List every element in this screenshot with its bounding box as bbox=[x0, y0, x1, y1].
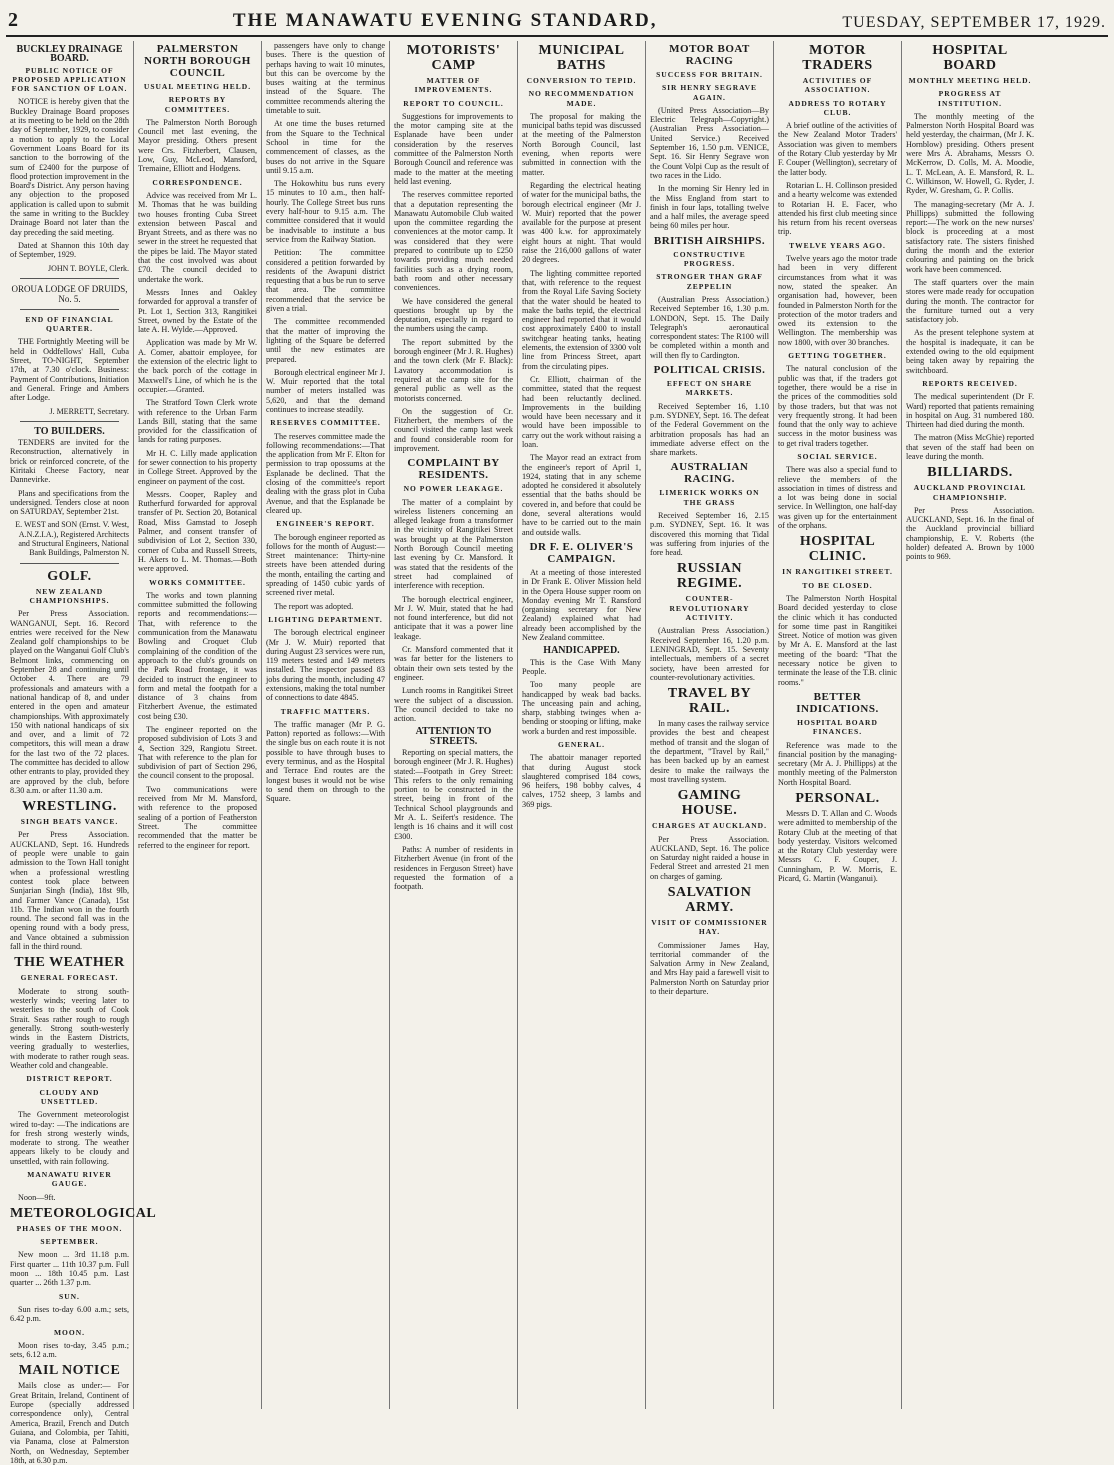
article-paragraph: Rotarian L. H. Collinson presided and a hearty welcome was extended to Rotarian H. E. Facer, who attended his first club meeting since his return from his recent overseas trip. bbox=[778, 180, 897, 237]
subheading: SINGH BEATS VANCE. bbox=[20, 817, 119, 827]
divider bbox=[20, 309, 119, 310]
subheading: TWELVE YEARS AGO. bbox=[789, 240, 886, 250]
article-paragraph: The borough electrical engineer (Mr J. W. Muir) reported that during August 23 services were run, 119 meters tested and 149 meters installed. The inspector passed 83 jobs during the month, including 47 extensions, making the total number of connections to date 4845. bbox=[266, 628, 385, 703]
article-paragraph: Lunch rooms in Rangitikei Street were the subject of a discussion. The council decided to take no action. bbox=[394, 686, 513, 724]
subheading: ACTIVITIES OF ASSOCIATION. bbox=[802, 76, 873, 95]
article-paragraph: Borough electrical engineer Mr J. W. Muir reported that the total number of meters installed was 5,620, and that the demand continues to increase steadily. bbox=[266, 367, 385, 414]
article-paragraph: Per Press Association. WANGANUI, Sept. 16. Record entries were received for the New Zealand golf championships to be played on the Wanganui Golf Club's Belmont links, commencing on September 28 and continuing until October 4. There are 79 professionals and amateurs with a national handicap of 8, and under entered in the open and amateur championships. With approximately 150 with national handicaps of six and over, and a limit of 72 competitors, this will mean a draw for the last two of the 72 places. The committee has decided to allow other entrants to play, provided they are approved by the club, before 8.30 a.m. or after 11.30 a.m. bbox=[10, 609, 129, 795]
article-paragraph: At one time the buses returned from the Square to the Technical School in time for the commencement of classes, as the buses do not arrive in the Square until 9.15 a.m. bbox=[266, 119, 385, 175]
divider bbox=[20, 278, 119, 279]
article-paragraph: Cr. Elliott, chairman of the committee, stated that the request had been reluctantly declined. Improvements in the building would have been necessary and it would have been impossible to carry out the work without raising a loan. bbox=[522, 374, 641, 449]
subheading: REPORTS BY COMMITTEES. bbox=[164, 95, 231, 114]
article-paragraph: Mails close as under:— For Great Britain, Ireland, Continent of Europe (specially addressed correspondence only), Central America, Brazil, French and Dutch Guiana, and Colombia, per Tahiti, via Panama, close at Palmerston North, on Wednesday, September 18th, at 6.30 p.m. bbox=[10, 1381, 129, 1465]
subheading: VISIT OF COMMISSIONER HAY. bbox=[651, 918, 768, 937]
subheading: SOCIAL SERVICE. bbox=[797, 451, 878, 461]
subheading: USUAL MEETING HELD. bbox=[143, 82, 252, 91]
subheading: REPORT TO COUNCIL. bbox=[403, 98, 504, 108]
article-paragraph: The managing-secretary (Mr A. J. Phillipps) submitted the following report:—The work on the new nurses' block is proceeding at a most satisfactory rate. The sisters finished during the month and the exterior colouring and painting on the brick work have been commenced. bbox=[906, 199, 1034, 274]
subheading: STRONGER THAN GRAF ZEPPELIN bbox=[656, 272, 763, 291]
article-paragraph: (United Press Association—By Electric Telegraph—Copyright.) (Australian Press Association—United Service.) Received September 16, 1.50 p.m. VENICE, Sept. 16. Sir Henry Segrave won the Count Volpi Cup as the result of two races in the Lido. bbox=[650, 105, 769, 180]
article-paragraph: Suggestions for improvements to the motor camping site at the Esplanade have been under consideration by the reserves committee of the Palmerston North Borough Council and reference was made to the matter at the meeting held last evening. bbox=[394, 111, 513, 186]
article-paragraph: The report was adopted. bbox=[274, 601, 354, 611]
column-banner: MOTOR TRADERS bbox=[802, 43, 873, 73]
newspaper-title: THE MANAWATU EVENING STANDARD, bbox=[232, 10, 658, 31]
subheading: MONTHLY MEETING HELD. bbox=[908, 76, 1032, 85]
column-banner: MUNICIPAL BATHS bbox=[538, 43, 625, 73]
article-paragraph: The Hokowhitu bus runs every 15 minutes to 10 a.m., then half-hourly. The College Street bus runs every half-hour to 9.15 a.m. The committee considered that it would be inadvisable to institute a bus service from the Railway Station. bbox=[266, 179, 385, 244]
article-paragraph: Twelve years ago the motor trade had been in very different circumstances from what it was now, stated the speaker. An organisation had, however, been founded in Palmerston North for the protection of the motor traders and owed its extension to the Wellington. The membership was now 1800, with over 30 branches. bbox=[778, 254, 897, 347]
article-paragraph: Received September 16, 2.15 p.m. SYDNEY, Sept. 16. It was discovered this morning that Tidal was suffering from injuries of the fore head. bbox=[650, 510, 769, 558]
article-paragraph: The engineer reported on the proposed subdivision of Lots 3 and 4, Section 329, Rangiotu Street. That with reference to the plan for subdivision of part of Section 296, the council consent to the proposal. bbox=[138, 725, 257, 781]
article-paragraph: passengers have only to change buses. There is the question of perhaps having to wait 10 minutes, but this can be overcome by the buses waiting at the terminus instead of the Square. The committee recommends altering the timetable to suit. bbox=[266, 41, 385, 116]
column-2 bbox=[134, 41, 262, 1409]
column-7 bbox=[774, 41, 902, 1409]
subheading: TO BE CLOSED. bbox=[802, 580, 873, 590]
article-paragraph: Plans and specifications from the undersigned. Tenders close at noon on SATURDAY, September 21st. bbox=[10, 488, 129, 517]
column-banner: BILLIARDS. bbox=[927, 465, 1013, 481]
article-paragraph: The reserves committee made the following recommendations:—That the application from Mr F. Elton for permission to trap opossums at the Esplanade be declined. That the closing of the committee's report dealing with the grass plot in Cuba Avenue, and that the Esplanade be cleared up. bbox=[266, 431, 385, 515]
subheading: MATTER OF IMPROVEMENTS. bbox=[414, 76, 493, 95]
column-banner: PERSONAL. bbox=[795, 791, 880, 806]
article-paragraph: The committee recommended that the matter of improving the lighting of the Square be deferred until the new estimates are prepared. bbox=[266, 317, 385, 364]
article-paragraph: The lighting committee reported that, with reference to the request from the Royal Life Saving Society that the water should be heated to make the baths tepid, the electrical engineer had reported that it would cost approximately £400 to install switchgear heating tanks, heating elements, the extension of 3300 volt line from Princess Street, apart from the circulating pipes. bbox=[522, 268, 641, 371]
article-paragraph: Advice was received from Mr L. M. Thomas that he was building two houses fronting Cuba Street extension between Pascal and Bryant Streets, and as there was no sewer in the street he requested that the pipes be laid. The Mayor stated that the cost involved was about £70. The council decided to undertake the work. bbox=[138, 190, 257, 284]
article-paragraph: Commissioner James Hay, territorial commander of the Salvation Army in New Zealand, and Mrs Hay paid a farewell visit to Palmerston North on Saturday prior to their departure. bbox=[650, 940, 769, 997]
subheading: PROGRESS AT INSTITUTION. bbox=[938, 89, 1002, 108]
column-banner: METEOROLOGICAL bbox=[10, 1205, 157, 1221]
subheading: HOSPITAL BOARD FINANCES. bbox=[797, 717, 878, 737]
subheading: ADDRESS TO ROTARY CLUB. bbox=[788, 98, 887, 117]
article-paragraph: The medical superintendent (Dr F. Ward) reported that patients remaining in hospital on Aug. 31 numbered 180. Thirteen had died during the month. bbox=[906, 392, 1034, 430]
article-paragraph: A brief outline of the activities of the New Zealand Motor Traders' Association was given to members of the Rotary Club yesterday by Mr F. Couper (Wellington), secretary of the latter body. bbox=[778, 121, 897, 177]
subheading: CONSTRUCTIVE PROGRESS. bbox=[673, 249, 746, 269]
article-paragraph: (Australian Press Association.) Received September 16, 1.20 p.m. LENINGRAD, Sept. 15. Seventy intellectuals, members of a secret society, have been arrested for counter-revolutionary activities. bbox=[650, 626, 769, 682]
article-paragraph: The monthly meeting of the Palmerston North Hospital Board was held yesterday, the chairman, (Mr J. K. Hornblow) presiding. Others present were Mrs A. Abrahams, Messrs O. McKerrow, D. Colls, M. A. Moodie, L. T. McLean, A. E. Mansford, R. L. C. Wilkinson, W. Howell, G. Ryder, J. Ryder, W. Gresham, G. P. Collis. bbox=[906, 111, 1034, 196]
article-paragraph: The borough engineer reported as follows for the month of August:—Street maintenance: Thirty-nine streets have been attended during the month, entailing the carting and spreading of 1450 cubic yards of screened river metal. bbox=[266, 532, 385, 598]
article-paragraph: The abattoir manager reported that during August stock slaughtered comprised 184 cows, 96 heifers, 198 bobby calves, 4 calves, 1752 sheep, 3 lambs and 369 pigs. bbox=[522, 753, 641, 809]
column-banner: SALVATION ARMY. bbox=[667, 885, 752, 915]
masthead bbox=[6, 6, 1108, 37]
article-paragraph: Mr H. C. Lilly made application for sewer connection to his property in College Street. Approved by the engineer on payment of the cost. bbox=[138, 448, 257, 486]
subheading: SIR HENRY SEGRAVE AGAIN. bbox=[661, 83, 758, 102]
lodge-notice: OROUA LODGE OF DRUIDS, No. 5. bbox=[11, 283, 128, 304]
article-paragraph: Cr. Mansford commented that it was far better for the listeners to obtain their own sets tested by the engineer. bbox=[394, 645, 513, 682]
subheading: REPORTS RECEIVED. bbox=[922, 378, 1018, 388]
article-paragraph: The matter of a complaint by wireless listeners concerning an alleged leakage from a transformer in the vicinity of Rangitikei Street was brought up at the Palmerston North Borough Council meeting last evening by Cr. Mansford. It was stated that the residents of the street had complained of interference with reception. bbox=[394, 497, 513, 591]
column-banner: AUSTRALIAN RACING. bbox=[670, 461, 749, 486]
subheading: COUNTER-REVOLUTIONARY ACTIVITY. bbox=[669, 594, 750, 623]
subheading: DISTRICT REPORT. bbox=[26, 1074, 113, 1084]
article-paragraph: The Stratford Town Clerk wrote with reference to the Urban Farm Lands Bill, stating that the same provided for the classification of lands for rating purposes. bbox=[138, 398, 257, 445]
article-paragraph: Received September 16, 1.10 p.m. SYDNEY, Sept. 16. The defeat of the Federal Government on the arbitration proposals has had an immediate adverse effect on the share markets. bbox=[650, 401, 769, 458]
article-paragraph: Moderate to strong south-westerly winds; veering later to westerlies to the south of Cook Strait. Seas rather rough to rough generally. Strong south-westerly winds in the Eastern Districts, veering gradually to westerlies, with moderate to rather rough seas. Weather cold and changeable. bbox=[10, 986, 129, 1071]
article-paragraph: THE Fortnightly Meeting will be held in Oddfellows' Hall, Cuba Street, TO-NIGHT, September 17th, at 7.30 o'clock. Business: Payment of Contributions, Initiation and General. Fringe and Ambers after Lodge. bbox=[10, 337, 129, 403]
column-banner: DR F. E. OLIVER'S CAMPAIGN. bbox=[529, 540, 634, 565]
subheading: LIGHTING DEPARTMENT. bbox=[268, 614, 383, 624]
article-paragraph: On the suggestion of Cr. Fitzherbert, the members of the council visited the camp last week and found considerable room for improvement. bbox=[394, 406, 513, 453]
column-banner: MAIL NOTICE bbox=[18, 1363, 121, 1379]
subheading: LIMERICK WORKS ON THE GRASS bbox=[659, 488, 760, 507]
article-paragraph: The report submitted by the borough engineer (Mr J. R. Hughes) and the town clerk (Mr F. Black): Lavatory accommodation is required at the camp site for the general public as well as the motorists concerned. bbox=[394, 337, 513, 403]
column-3 bbox=[262, 41, 390, 1409]
article-paragraph: In many cases the railway service provides the best and cheapest method of transit and the slogan of the department, "Travel by Rail," has been backed up by an earnest desire to make the railways the most travelling system. bbox=[650, 719, 769, 784]
article-paragraph: New moon ... 3rd 11.18 p.m. First quarter ... 11th 10.37 p.m. Full moon ... 18th 10.45 p.m. Last quarter ... 26th 1.37 p.m. bbox=[10, 1250, 129, 1288]
article-paragraph: The Palmerston North Borough Council met last evening, the Mayor presiding. Others present were Crs. Fitzherbert, Clausen, Low, Guy, McLeod, Mansford, Tremaine, Elliott and Hodgens. bbox=[138, 117, 257, 174]
article-paragraph: The reserves committee reported that a deputation representing the Manawatu Automobile Club waited upon the committee regarding the conveniences at the motor camp. It was considered that they were prepared to contribute up to £250 towards providing much needed facilities such as a drying room, bath room and other necessary conveniences. bbox=[394, 190, 513, 293]
article-paragraph: Application was made by Mr W. A. Comer, abattoir employee, for the extension of the electric light to the back porch of the cottage in Maxwell's Line, of which he is the occupier.—Granted. bbox=[138, 338, 257, 394]
article-paragraph: Petition: The committee considered a petition forwarded by residents of the Awapuni district requesting that a bus be run to serve that area. The committee recommended that the service be given a trial. bbox=[266, 248, 385, 314]
column-banner: TRAVEL BY RAIL. bbox=[667, 686, 752, 717]
column-banner: HOSPITAL BOARD bbox=[932, 43, 1008, 73]
subheading: SUN. bbox=[59, 1291, 80, 1301]
subheading: SEPTEMBER. bbox=[40, 1237, 99, 1247]
divider bbox=[20, 563, 119, 564]
issue-date: TUESDAY, SEPTEMBER 17, 1929. bbox=[842, 14, 1106, 31]
column-banner: COMPLAINT BY RESIDENTS. bbox=[407, 457, 500, 482]
article-paragraph: This is the Case With Many People. bbox=[522, 657, 641, 676]
article-paragraph: The borough electrical engineer, Mr J. W. Muir, stated that he had not found interference, but did not anticipate that it was a power line leakage. bbox=[394, 594, 513, 641]
article-paragraph: Per Press Association. AUCKLAND, Sept. 16. The police on Saturday night raided a house in Federal Street and arrested 21 men on charges of gaming. bbox=[650, 834, 769, 881]
article-paragraph: The traffic manager (Mr P. G. Patton) reported as follows:—With the single bus on each route it is not possible to have through buses to every terminus, and as the Hospital and Terrace End routes are the longest buses it would not be wise to send them on through to the Square. bbox=[266, 719, 385, 804]
article-paragraph: The staff quarters over the main stores were made ready for occupation during the month. The contractor for the furniture turned out a very satisfactory job. bbox=[906, 277, 1034, 325]
article-paragraph: Two communications were received from Mr M. Mansford, with reference to the proposed sealing of a portion of Featherston Street. The committee recommended that the matter be referred to the engineer for report. bbox=[138, 784, 257, 850]
article-paragraph: Per Press Association. AUCKLAND, Sept. 16. Hundreds of people were unable to gain admission to the Town Hall tonight when a professional wrestling contest took place between Sunjarian Singh (India), 18st 9lb, and Farmer Vance (Canada), 15st 11b. The Indian won in the fourth round. The second fall was in the opening round with a body press, and Vance obtained a submission fall in the third round. bbox=[10, 830, 129, 952]
article-paragraph: The matron (Miss McGhie) reported that seven of the staff had been on leave during the month. bbox=[906, 433, 1034, 461]
subheading: CORRESPONDENCE. bbox=[152, 177, 243, 187]
article-paragraph: Reporting on special matters, the borough engineer (Mr J. R. Hughes) stated:—Footpath in Grey Street: This refers to the only remaining portion to be constructed in the street, being in front of the Technical School playgrounds and Mr A. L. Seifert's residence. The length is 16 chains and it will cost £300. bbox=[394, 748, 513, 841]
subheading: MANAWATU RIVER GAUGE. bbox=[27, 1169, 112, 1189]
column-banner: HOSPITAL CLINIC. bbox=[799, 534, 876, 565]
column-banner: BETTER INDICATIONS. bbox=[796, 690, 879, 715]
column-banner: GAMING HOUSE. bbox=[677, 788, 742, 819]
subheading: PUBLIC NOTICE OF PROPOSED APPLICATION FOR SANCTION OF LOAN. bbox=[11, 65, 128, 94]
subheading: GENERAL. bbox=[558, 740, 605, 749]
subheading: RESERVES COMMITTEE. bbox=[270, 418, 381, 428]
subheading: END OF FINANCIAL QUARTER. bbox=[25, 314, 114, 334]
column-5 bbox=[518, 41, 646, 1409]
column-banner: MOTORISTS' CAMP bbox=[406, 43, 501, 73]
article-paragraph: Sun rises to-day 6.00 a.m.; sets, 6.42 p.m. bbox=[10, 1304, 129, 1324]
column-banner: POLITICAL CRISIS. bbox=[653, 364, 766, 377]
column-banner: RUSSIAN REGIME. bbox=[676, 561, 743, 592]
article-paragraph: The natural conclusion of the public was that, if the traders got together, there would be a rise in the prices of the commodities sold by those traders, but that was not very frequently strong. It had been found that the only way to achieve success in the motor business was to get rival traders together. bbox=[778, 364, 897, 448]
article-paragraph: Regarding the electrical heating of water for the municipal baths, the borough electrical engineer (Mr J. W. Muir) reported that the power available for the purpose at present was 400 k.w. for approximately eight hours at night. That would raise the 216,000 gallons of water 20 degrees. bbox=[522, 180, 641, 265]
article-paragraph: The works and town planning committee submitted the following reports and recommendations:—That, with reference to the communication from the Manawatu Bowling and Croquet Club complaining of the condition of the approach to the club's grounds on the Park Road frontage, it was decided to instruct the engineer to form and metal the footpath for a distance of 3 chains from Fitzherbert Avenue, the estimated cost being £30. bbox=[138, 590, 257, 721]
article-paragraph: Per Press Association. AUCKLAND, Sept. 16. In the final of the Auckland provincial billiard championship, E. V. Roberts (the holder) defeated A. Brown by 1000 points to 969. bbox=[906, 505, 1034, 562]
article-paragraph: Moon rises to-day, 3.45 p.m.; sets, 6.12 a.m. bbox=[10, 1340, 129, 1360]
subheading: AUCKLAND PROVINCIAL CHAMPIONSHIP. bbox=[913, 483, 1027, 502]
subheading: NO POWER LEAKAGE. bbox=[403, 484, 504, 494]
section-heading: BUCKLEY DRAINAGE BOARD. bbox=[16, 44, 123, 65]
article-paragraph: We have considered the general questions brought up by the deputation, especially in regard to the numbers using the camp. bbox=[394, 296, 513, 334]
subheading: CONVERSION TO TEPID. bbox=[526, 76, 637, 85]
article-paragraph: Reference was made to the financial position by the managing-secretary (Mr A. J. Phillipps) at the monthly meeting of the Palmerston North Hospital Board. bbox=[778, 740, 897, 787]
article-paragraph: The Mayor read an extract from the engineer's report of April 1, 1924, stating that in any scheme adopted he considered it absolutely essential that the baths should be covered in, and before that could be done, several alterations would have to be carried out to the main and outside walls. bbox=[522, 453, 641, 537]
column-banner: BRITISH AIRSHIPS. bbox=[653, 234, 766, 247]
column-banner: WRESTLING. bbox=[22, 799, 117, 815]
article-paragraph: At a meeting of those interested in Dr Frank E. Oliver Mission held in the Opera House supper room on Monday evening Mr T. Ransford (organising secretary for New Zealand) explained what had already been accomplished by the New Zealand committee. bbox=[522, 567, 641, 643]
article-paragraph: The proposal for making the municipal baths tepid was discussed at the meeting of the Palmerston North Borough Council, last evening, when reports were submitted in connection with the matter. bbox=[522, 111, 641, 177]
article-paragraph: The Government meteorologist wired to-day: —The indications are for fresh strong westerly winds, moderate to strong. The weather appears likely to be cloudy and unsettled, with rain following. bbox=[10, 1110, 129, 1166]
subheading: EFFECT ON SHARE MARKETS. bbox=[666, 379, 753, 398]
columns-container bbox=[6, 41, 1108, 1465]
article-paragraph: Too many people are handicapped by weak bad backs. The unceasing pain and aching, sharp, stabbing twinges when a-bending or stooping or lifting, make work a burden and rest impossible. bbox=[522, 680, 641, 736]
column-banner: GOLF. bbox=[47, 568, 92, 584]
signature: J. MERRETT, Secretary. bbox=[49, 406, 129, 416]
article-paragraph: Noon—9ft. bbox=[18, 1192, 56, 1202]
signature: JOHN T. BOYLE, Clerk. bbox=[47, 263, 129, 273]
subheading: NO RECOMMENDATION MADE. bbox=[528, 89, 635, 108]
subheading: GETTING TOGETHER. bbox=[788, 351, 887, 361]
signature: E. WEST and SON (Ernst. V. West, A.N.Z.I.A.), Registered Architects and Structural Engineers, National Bank Buildings, Palmerston N. bbox=[15, 520, 129, 558]
article-paragraph: Dated at Shannon this 10th day of September, 1929. bbox=[10, 240, 129, 260]
subheading: TRAFFIC MATTERS. bbox=[280, 706, 371, 716]
subheading: NEW ZEALAND CHAMPIONSHIPS. bbox=[29, 586, 110, 605]
column-4 bbox=[390, 41, 518, 1409]
column-banner: PALMERSTON NORTH BOROUGH COUNCIL bbox=[144, 43, 251, 79]
column-8 bbox=[902, 41, 1038, 1409]
column-banner: THE WEATHER bbox=[14, 955, 125, 971]
article-paragraph: Paths: A number of residents in Fitzherbert Avenue (in front of the residences in Ferguson Street) have requested the formation of a footpath. bbox=[394, 844, 513, 892]
section-heading: TO BUILDERS. bbox=[34, 425, 105, 437]
article-paragraph: (Australian Press Association.) Received September 16, 1.30 p.m. LONDON, Sept. 15. The Daily Telegraph's aeronautical correspondent states: The R100 will be completed within a month and will then fly to Cardington. bbox=[650, 294, 769, 360]
divider bbox=[20, 421, 119, 422]
subheading: CHARGES AT AUCKLAND. bbox=[652, 821, 767, 831]
section-heading: ATTENTION TO STREETS. bbox=[415, 726, 492, 747]
subheading: GENERAL FORECAST. bbox=[20, 973, 119, 983]
article-paragraph: Messrs Innes and Oakley forwarded for approval a transfer of Pt. Lot 1, Section 313, Rangitikei Street, owned by the Estate of the late A. H. Wylde.—Approved. bbox=[138, 287, 257, 335]
subheading: WORKS COMMITTEE. bbox=[149, 577, 246, 587]
subheading: MOON. bbox=[53, 1327, 86, 1337]
column-6 bbox=[646, 41, 774, 1409]
article-paragraph: As the present telephone system at the hospital is inadequate, it can be extended owing to the old equipment being taken away by repairing the switchboard. bbox=[906, 328, 1034, 375]
subheading: PHASES OF THE MOON. bbox=[16, 1223, 123, 1233]
article-paragraph: Messrs D. T. Allan and C. Woods were admitted to membership of the Rotary Club at the meeting of that body yesterday. Visitors welcomed at the Rotary Club yesterday were Messrs C. F. Couper, J. Cunningham, P. W. Morris, E. Picard, G. Martin (Wanganui). bbox=[778, 809, 897, 884]
column-banner: MOTOR BOAT RACING bbox=[669, 43, 750, 67]
article-paragraph: NOTICE is hereby given that the Buckley Drainage Board proposes at its meeting to be held on the 28th day of September, 1929, to consider a motion to apply to the Local Government Loans Board for its sanction to the borrowing of the sum of £2400 for the purpose of flood protection improvement in the Board's District. Any person having any objection to the proposed application is called upon to submit the same in writing to the Buckley Drainage Board not later than the day preceding the said meeting. bbox=[10, 97, 129, 237]
article-paragraph: In the morning Sir Henry led in the Miss England from start to finish in four laps, totalling twelve and a half miles, the average speed being 60 miles per hour. bbox=[650, 184, 769, 231]
article-paragraph: There was also a special fund to relieve the members of the association in times of distress and a lot was being done in social service. In Wellington, one half-day was given up for the entertainment of the orphans. bbox=[778, 465, 897, 531]
subheading: SUCCESS FOR BRITAIN. bbox=[656, 70, 763, 79]
subheading: CLOUDY AND UNSETTLED. bbox=[39, 1087, 100, 1106]
subheading: IN RANGITIKEI STREET. bbox=[782, 567, 893, 577]
article-paragraph: The Palmerston North Hospital Board decided yesterday to close the clinic which it has conducted for some time past in Rangitikei Street. Notice of motion was given by Mr A. E. Mansford at the last meeting of the board: "That the necessary notice be given to terminate the lease of the T.B. clinic rooms." bbox=[778, 593, 897, 687]
column-1 bbox=[6, 41, 157, 1465]
subheading: ENGINEER'S REPORT. bbox=[276, 519, 375, 529]
article-paragraph: Messrs. Cooper, Rapley and Rutherfurd forwarded for approval transfer of Pt. Section 20, Botanical Road, Miss Gamstad to Joseph Palmer, and consent transfer of subdivision of Lot 2, Section 330, corner of Cuba and Russell Streets, H. Akers to L. M. Thomas.—Both were approved. bbox=[138, 489, 257, 574]
section-heading: HANDICAPPED. bbox=[543, 645, 620, 657]
page-number: 2 bbox=[8, 9, 18, 31]
article-paragraph: TENDERS are invited for the Reconstruction, alternatively in brick or reinforced concrete, of the Kiritaki Cheese Factory, near Dannevirke. bbox=[10, 438, 129, 485]
